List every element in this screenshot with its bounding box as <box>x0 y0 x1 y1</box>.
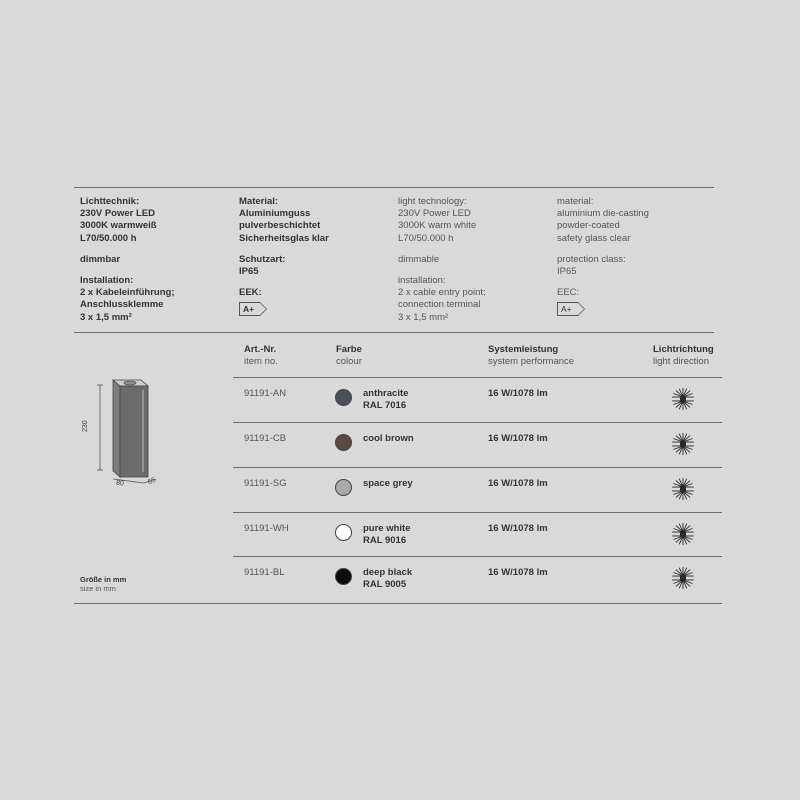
dimension-height: 230 <box>82 420 89 432</box>
light-tech-line: 230V Power LED <box>398 208 471 220</box>
dimmable-label: dimmable <box>398 253 440 265</box>
colour-name <box>363 433 414 445</box>
light-tech-heading: Lichttechnik: <box>80 196 140 207</box>
material-line: Aluminiumguss <box>239 208 311 220</box>
item-number: 91191-WH <box>244 523 289 534</box>
system-performance: 16 W/1078 lm <box>488 523 548 534</box>
header-colour-de: Farbe <box>336 344 362 355</box>
table-row <box>233 478 722 522</box>
header-art-no <box>244 344 278 368</box>
header-colour-en: colour <box>336 356 362 367</box>
installation-line: 2 x cable entry point; <box>398 287 486 299</box>
material-line: safety glass clear <box>557 232 631 244</box>
colour-name <box>363 567 412 591</box>
system-performance: 16 W/1078 lm <box>488 388 548 399</box>
installation-line: connection terminal <box>398 299 481 311</box>
installation-heading: installation: <box>398 275 446 287</box>
protection-value: IP65 <box>239 266 259 278</box>
colour-label: anthracite <box>363 388 409 399</box>
energy-class-heading: EEC: <box>557 287 580 299</box>
light-direction-icon <box>671 519 695 554</box>
installation-line: 3 x 1,5 mm² <box>398 311 449 323</box>
colour-name <box>363 523 411 547</box>
header-dir-de: Lichtrichtung <box>653 344 714 355</box>
spec-de-left-column <box>80 196 240 333</box>
material-line: Sicherheitsglas klar <box>239 232 329 244</box>
material-line: powder-coated <box>557 220 620 232</box>
ral-code: RAL 9016 <box>363 535 407 546</box>
light-direction-icon <box>671 563 695 598</box>
item-number: 91191-BL <box>244 567 285 578</box>
light-tech-line: 230V Power LED <box>80 208 155 220</box>
spec-en-right-column <box>557 196 717 326</box>
colour-label: pure white <box>363 523 411 534</box>
header-dir-en: light direction <box>653 356 709 367</box>
material-line: pulverbeschichtet <box>239 220 321 232</box>
light-tech-line: L70/50.000 h <box>80 232 137 244</box>
item-number: 91191-SG <box>244 478 287 489</box>
system-performance: 16 W/1078 lm <box>488 567 548 578</box>
protection-heading: protection class: <box>557 253 626 265</box>
energy-class-heading: EEK: <box>239 287 262 299</box>
table-row <box>233 567 722 611</box>
table-row <box>233 523 722 567</box>
colour-label: cool brown <box>363 433 414 444</box>
colour-swatch <box>335 389 352 406</box>
material-line: aluminium die-casting <box>557 208 649 220</box>
header-perf-en: system performance <box>488 356 575 367</box>
ral-code: RAL 9005 <box>363 579 407 590</box>
spec-de-right-column <box>239 196 399 326</box>
colour-swatch <box>335 568 352 585</box>
protection-heading: Schutzart: <box>239 253 286 265</box>
protection-value: IP65 <box>557 266 577 278</box>
header-colour <box>336 344 362 368</box>
colour-swatch <box>335 479 352 496</box>
table-row <box>233 388 722 432</box>
ral-code: RAL 7016 <box>363 400 407 411</box>
table-rule <box>233 377 722 378</box>
colour-swatch <box>335 434 352 451</box>
colour-swatch <box>335 524 352 541</box>
colour-label: deep black <box>363 567 413 578</box>
light-tech-line: 3000K warm white <box>398 220 477 232</box>
header-perf-de: Systemleistung <box>488 344 559 355</box>
material-heading: material: <box>557 196 594 207</box>
light-tech-line: L70/50.000 h <box>398 232 454 244</box>
light-direction-icon <box>671 384 695 419</box>
table-row <box>233 433 722 477</box>
size-note <box>80 575 126 593</box>
colour-name <box>363 388 408 412</box>
size-note-de: Größe in mm <box>80 575 127 584</box>
system-performance: 16 W/1078 lm <box>488 433 548 444</box>
system-performance: 16 W/1078 lm <box>488 478 548 489</box>
installation-line: Anschlussklemme <box>80 299 164 311</box>
dimension-width: 80 <box>115 479 125 488</box>
dimmable-label: dimmbar <box>80 253 121 265</box>
colour-label: space grey <box>363 478 413 489</box>
light-direction-icon <box>671 429 695 464</box>
header-performance <box>488 344 574 368</box>
energy-class-badge: A+ <box>239 302 260 316</box>
installation-line: 2 x Kabeleinführung; <box>80 287 175 299</box>
item-number: 91191-CB <box>244 433 287 444</box>
item-number: 91191-AN <box>244 388 287 399</box>
light-tech-line: 3000K warmweiß <box>80 220 157 232</box>
dimension-depth: 65 <box>147 476 157 487</box>
light-direction-icon <box>671 474 695 509</box>
top-rule <box>74 187 714 188</box>
energy-class-badge: A+ <box>557 302 578 316</box>
light-tech-heading: light technology: <box>398 196 467 207</box>
header-art-de: Art.-Nr. <box>244 344 277 355</box>
material-heading: Material: <box>239 196 279 207</box>
installation-heading: Installation: <box>80 275 134 287</box>
luminaire-drawing <box>84 372 164 492</box>
installation-line: 3 x 1,5 mm² <box>80 311 132 323</box>
header-art-en: item no. <box>244 356 278 367</box>
header-light-direction <box>653 344 714 368</box>
size-note-en: size in mm <box>80 584 116 593</box>
colour-name <box>363 478 413 490</box>
spec-en-left-column <box>398 196 558 333</box>
